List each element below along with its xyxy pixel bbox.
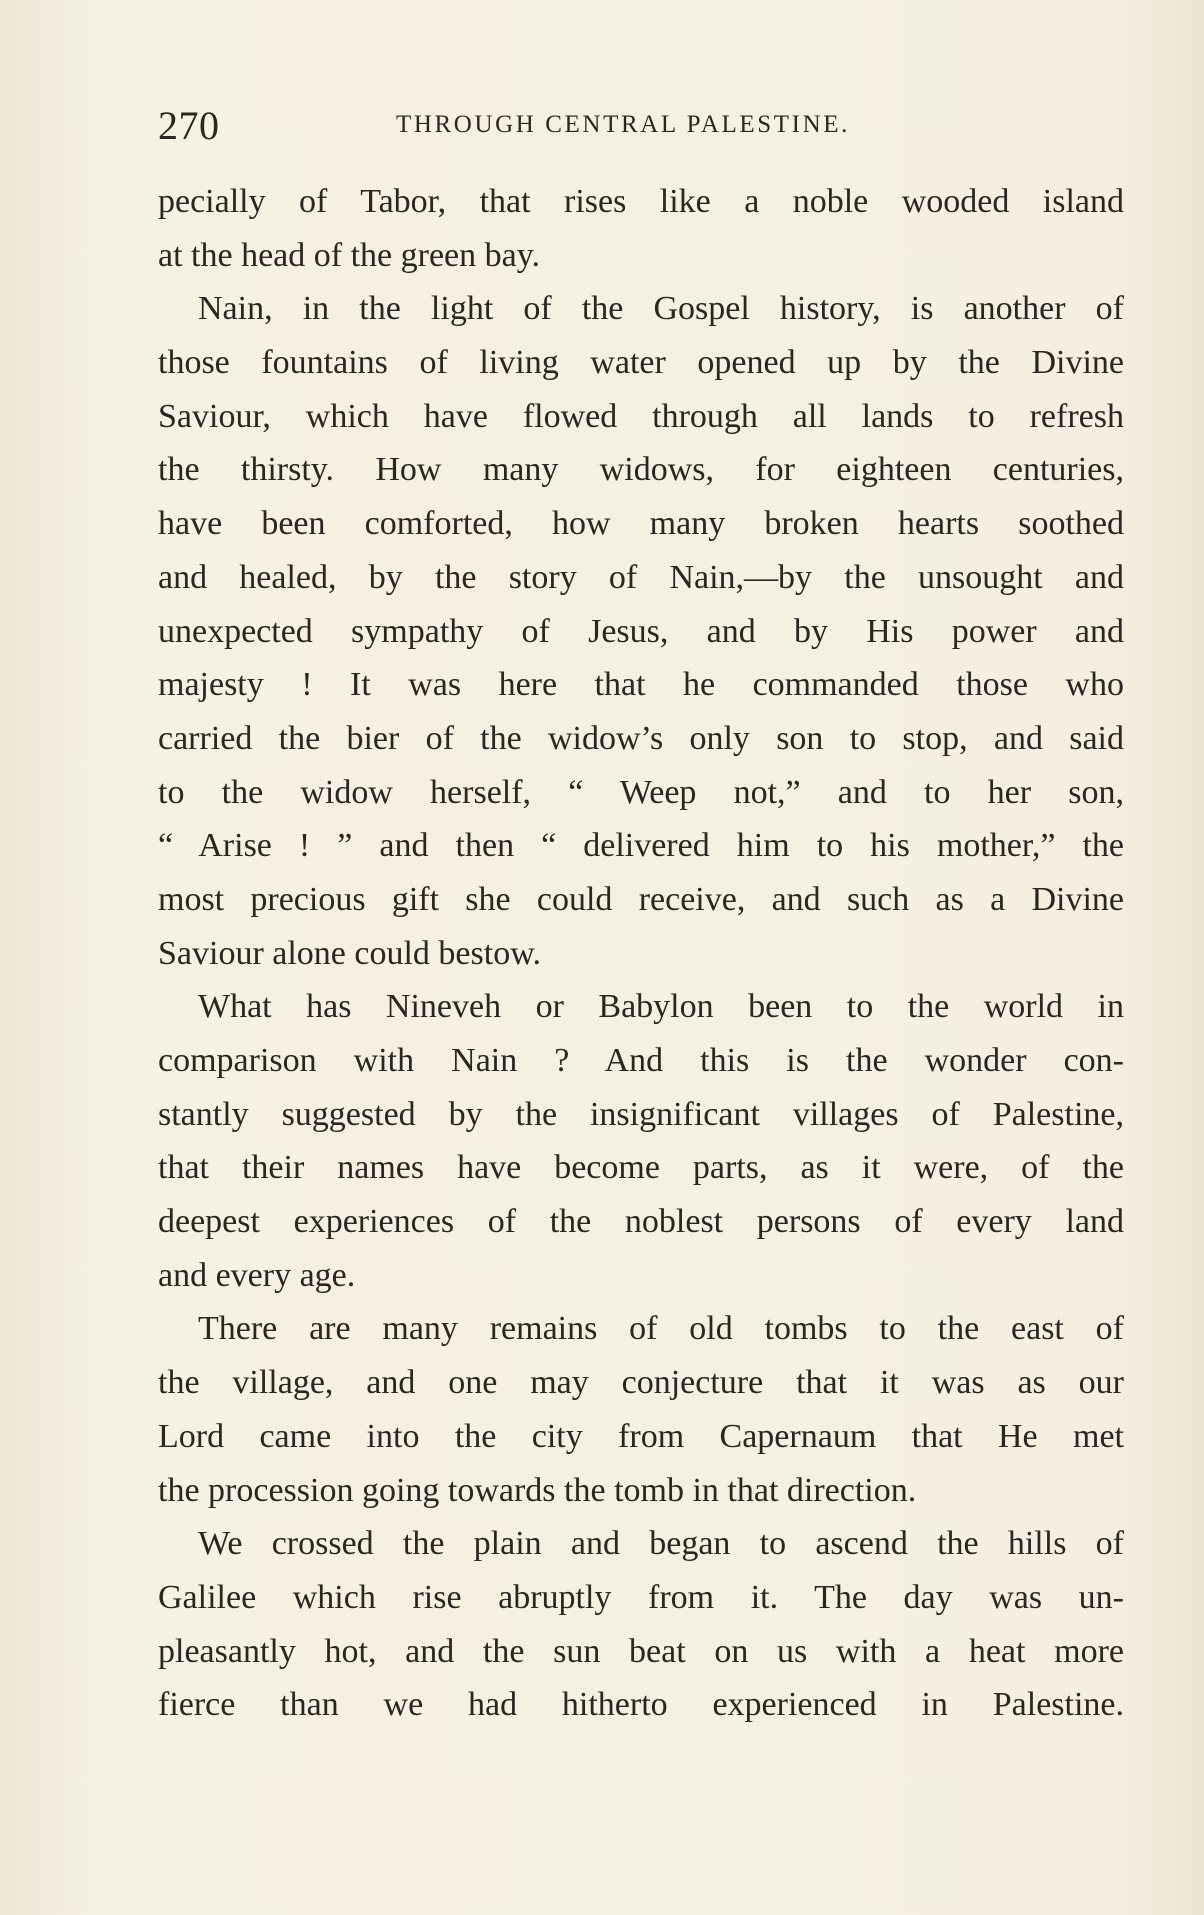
text-line: pleasantly hot, and the sun beat on us with a heat more bbox=[158, 1632, 1124, 1670]
text-line: What has Nineveh or Babylon been to the world in bbox=[198, 988, 1124, 1026]
text-line: at the head of the green bay. bbox=[158, 236, 541, 274]
text-line: “ Arise ! ” and then “ delivered him to his mother,” the bbox=[158, 827, 1124, 865]
book-page bbox=[158, 96, 1124, 1724]
text-line: We crossed the plain and began to ascend the hills of bbox=[198, 1525, 1124, 1563]
text-line: to the widow herself, “ Weep not,” and to her son, bbox=[158, 773, 1124, 811]
text-line: carried the bier of the widow’s only son to stop, and said bbox=[158, 719, 1124, 757]
text-line: the village, and one may conjecture that it was as our bbox=[158, 1364, 1124, 1402]
text-line: Nain, in the light of the Gospel history, is another of bbox=[198, 290, 1124, 328]
text-line: comparison with Nain ? And this is the wonder con- bbox=[158, 1042, 1124, 1079]
text-line: deepest experiences of the noblest persons of every land bbox=[158, 1203, 1124, 1241]
text-line: and healed, by the story of Nain,—by the unsought and bbox=[158, 558, 1124, 596]
text-line: Lord came into the city from Capernaum that He met bbox=[158, 1417, 1124, 1455]
text-line: the procession going towards the tomb in that direction. bbox=[158, 1471, 917, 1509]
text-line: Saviour, which have flowed through all lands to refresh bbox=[158, 397, 1124, 435]
text-line: unexpected sympathy of Jesus, and by His power and bbox=[158, 612, 1124, 650]
text-line: most precious gift she could receive, and such as a Divine bbox=[158, 880, 1124, 918]
text-line: those fountains of living water opened up by the Divine bbox=[158, 344, 1124, 382]
text-line: Galilee which rise abruptly from it. The day was un- bbox=[158, 1578, 1124, 1616]
text-line: have been comforted, how many broken hearts soothed bbox=[158, 505, 1124, 543]
text-line: majesty ! It was here that he commanded those who bbox=[158, 666, 1124, 704]
running-title: THROUGH CENTRAL PALESTINE. bbox=[396, 111, 850, 138]
text-line: stantly suggested by the insignificant villages of Palestine, bbox=[158, 1095, 1124, 1133]
text-line: Saviour alone could bestow. bbox=[158, 934, 542, 972]
body-text bbox=[158, 175, 1124, 1732]
text-line: fierce than we had hitherto experienced in Palestine. bbox=[158, 1686, 1124, 1724]
text-line: that their names have become parts, as it were, of the bbox=[158, 1149, 1124, 1187]
text-line: There are many remains of old tombs to the east of bbox=[198, 1310, 1124, 1348]
text-line: pecially of Tabor, that rises like a noble wooded island bbox=[158, 183, 1124, 220]
text-line: and every age. bbox=[158, 1256, 356, 1294]
text-line: the thirsty. How many widows, for eighteen centuries, bbox=[158, 451, 1124, 489]
running-head bbox=[158, 96, 1124, 156]
page-number: 270 bbox=[158, 103, 220, 148]
